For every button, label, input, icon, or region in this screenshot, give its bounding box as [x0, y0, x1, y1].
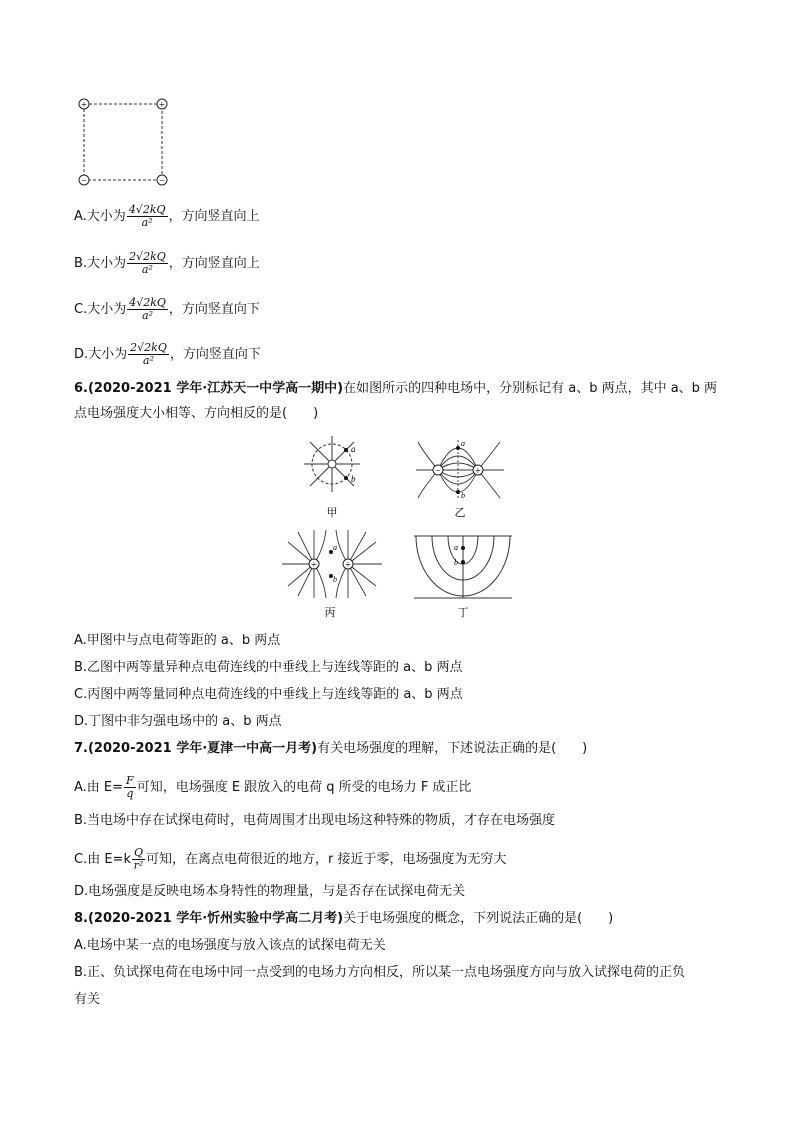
q8-option-a: A.电场中某一点的电场强度与放入该点的试探电荷无关: [74, 938, 386, 953]
q8-option-b-line2: 有关: [74, 992, 101, 1007]
q6-stem-line1: 6.(2020-2021 学年·江苏天一中学高一期中)在如图所示的四种电场中，分别标记有 a、b 两点，其中 a、b 两: [74, 381, 718, 396]
q5-option-c: C.大小为 $\frac{4√2kQ}{\text{a²}}$ ，方向竖直向下: [74, 296, 260, 322]
svg-text:+: +: [311, 560, 317, 571]
svg-text:b: b: [333, 575, 337, 584]
q7-source: 7.(2020-2021 学年·夏津一中高一月考): [74, 741, 318, 756]
q8-source: 8.(2020-2021 学年·忻州实验中学高二月考): [74, 911, 344, 926]
figure-label-ding: 丁: [457, 607, 469, 619]
charge-top-left: [79, 99, 89, 111]
svg-text:a: a: [454, 543, 458, 552]
q7-option-b: B.当电场中存在试探电荷时，电荷周围才出现电场这种特殊的物质，才存在电场强度: [74, 813, 556, 828]
figure-bing: [280, 528, 384, 622]
svg-text:b: b: [461, 491, 465, 500]
svg-text:a: a: [351, 444, 356, 454]
q8-option-b-line1: B.正、负试探电荷在电场中同一点受到的电场力方向相反，所以某一点电场强度方向与放入试探电荷的正负: [74, 965, 686, 980]
charge-bottom-left: [79, 175, 89, 187]
q7-option-a: A.由 E= $\frac{F}{q}$ 可知，电场强度 E 跟放入的电荷 q 所受的电场力 F 成正比: [74, 774, 472, 800]
svg-text:+: +: [345, 560, 351, 571]
q5-option-d: D.大小为 $\frac{2√2kQ}{\text{a²}}$ ，方向竖直向下: [74, 341, 261, 367]
figure-jia: [296, 430, 374, 522]
figure-label-bing: 丙: [324, 607, 336, 619]
svg-text:−: −: [159, 176, 165, 187]
q5-option-a: A.大小为 $\frac{4√2kQ}{\text{a²}}$ ，方向竖直向上: [74, 203, 260, 229]
svg-text:−: −: [81, 176, 87, 187]
q7-option-c: C.由 E=k $\frac{Q}{\text{r²}}$ 可知，在离点电荷很近的地方，r 接近于零，电场强度为无穷大: [74, 846, 507, 872]
svg-text:b: b: [351, 474, 356, 484]
svg-text:a: a: [333, 543, 337, 552]
q6-option-a: A.甲图中与点电荷等距的 a、b 两点: [74, 633, 281, 648]
q6-stem-line2: 点电场强度大小相等、方向相反的是( ): [74, 406, 319, 421]
q5-option-b: B.大小为 $\frac{2√2kQ}{\text{a²}}$ ，方向竖直向上: [74, 250, 260, 276]
figure-ding: [412, 530, 516, 622]
charge-top-right: [157, 99, 167, 111]
figure-label-yi: 乙: [454, 507, 466, 519]
q7-stem: 7.(2020-2021 学年·夏津一中高一月考)有关电场强度的理解，下述说法正确的是( ): [74, 741, 588, 756]
figure-yi: [414, 430, 508, 522]
charge-bottom-right: [157, 175, 167, 187]
q6-option-c: C.丙图中两等量同种点电荷连线的中垂线上与连线等距的 a、b 两点: [74, 687, 463, 702]
svg-text:−: −: [435, 466, 441, 477]
charge-square-figure: [70, 94, 180, 194]
q8-stem: 8.(2020-2021 学年·忻州实验中学高二月考)关于电场强度的概念，下列说法正确的是( ): [74, 911, 614, 926]
svg-text:+: +: [475, 466, 481, 477]
svg-text:+: +: [81, 100, 87, 111]
q6-option-d: D.丁图中非匀强电场中的 a、b 两点: [74, 714, 282, 729]
svg-text:b: b: [454, 558, 458, 567]
svg-text:+: +: [159, 100, 165, 111]
svg-text:a: a: [461, 439, 465, 448]
q7-option-d: D.电场强度是反映电场本身特性的物理量，与是否存在试探电荷无关: [74, 884, 466, 899]
figure-label-jia: 甲: [326, 507, 338, 519]
q6-source: 6.(2020-2021 学年·江苏天一中学高一期中): [74, 381, 344, 396]
q6-option-b: B.乙图中两等量异种点电荷连线的中垂线上与连线等距的 a、b 两点: [74, 660, 463, 675]
